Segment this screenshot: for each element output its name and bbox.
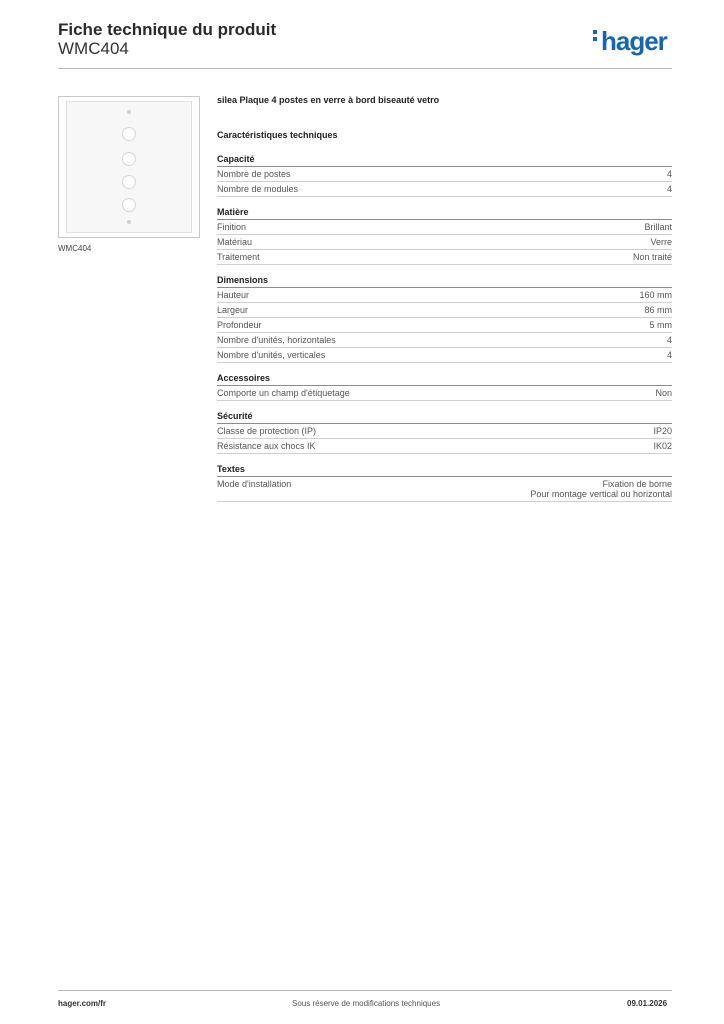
footer-date: 09.01.2026 (627, 999, 668, 1008)
spec-label: Nombre de modules (217, 184, 299, 194)
spec-label: Finition (217, 222, 247, 232)
spec-content (217, 95, 672, 502)
spec-value-text: IK02 (653, 441, 672, 451)
product-name: silea Plaque 4 postes en verre à bord biseauté vetro (217, 95, 440, 105)
spec-value-text: Pour montage vertical ou horizontal (530, 489, 672, 499)
spec-value (653, 441, 672, 451)
spec-row (217, 424, 672, 439)
switch-hole-icon (122, 152, 136, 166)
spec-section (217, 373, 672, 401)
hager-logo (593, 26, 667, 57)
spec-heading: Caractéristiques techniques (217, 130, 338, 140)
spec-label: Matériau (217, 237, 253, 247)
spec-row (217, 250, 672, 265)
spec-section (217, 207, 672, 265)
spec-value-text: 5 mm (649, 320, 672, 330)
spec-value (644, 222, 672, 232)
spec-section (217, 464, 672, 502)
spec-value-text: 86 mm (644, 305, 672, 315)
spec-label: Classe de protection (IP) (217, 426, 317, 436)
logo-dots-icon (593, 30, 598, 44)
header-divider (58, 68, 672, 69)
spec-label: Traitement (217, 252, 260, 262)
spec-value-text: Verre (650, 237, 672, 247)
product-image (58, 96, 200, 238)
spec-section (217, 411, 672, 454)
spec-value (667, 335, 672, 345)
footer-notice: Sous réserve de modifications techniques (292, 999, 441, 1008)
spec-value (655, 388, 672, 398)
spec-row (217, 167, 672, 182)
spec-value-text: Brillant (644, 222, 672, 232)
spec-section (217, 275, 672, 363)
spec-value (633, 252, 672, 262)
spec-row (217, 333, 672, 348)
spec-row (217, 220, 672, 235)
spec-value-text: Non traité (632, 252, 672, 262)
spec-value-text: 4 (666, 350, 672, 360)
section-title: Capacité (217, 154, 672, 167)
spec-row (217, 348, 672, 363)
section-title: Sécurité (217, 411, 672, 424)
spec-section (217, 154, 672, 197)
spec-label: Comporte un champ d'étiquetage (217, 388, 350, 398)
section-title: Accessoires (217, 373, 672, 386)
spec-label: Mode d'installation (217, 479, 292, 489)
spec-value-text: Non (655, 388, 672, 398)
spec-row (217, 303, 672, 318)
spec-value (650, 320, 673, 330)
spec-sections (217, 154, 672, 502)
spec-value-text: 4 (666, 335, 672, 345)
spec-value (667, 350, 672, 360)
spec-value (644, 305, 672, 315)
spec-row (217, 477, 672, 502)
spec-label: Hauteur (217, 290, 250, 300)
screw-icon (127, 220, 131, 224)
spec-label: Largeur (217, 305, 249, 315)
spec-row (217, 182, 672, 197)
plate-illustration (66, 101, 192, 233)
switch-hole-icon (122, 127, 136, 141)
spec-row (217, 439, 672, 454)
logo-text: hager (601, 26, 667, 56)
spec-value (667, 169, 672, 179)
section-title: Matière (217, 207, 672, 220)
spec-row (217, 386, 672, 401)
spec-value-text: 160 mm (639, 290, 672, 300)
spec-value (530, 479, 672, 499)
footer-divider (58, 990, 672, 991)
image-caption: WMC404 (58, 244, 92, 253)
page-title: Fiche technique du produit (58, 20, 277, 39)
spec-label: Résistance aux chocs IK (217, 441, 316, 451)
spec-row (217, 235, 672, 250)
spec-label: Nombre d'unités, verticales (217, 350, 326, 360)
switch-hole-icon (122, 175, 136, 189)
spec-row (217, 318, 672, 333)
spec-row (217, 288, 672, 303)
spec-value-text: Fixation de borne (602, 479, 672, 489)
spec-value-text: 4 (666, 184, 672, 194)
section-title: Dimensions (217, 275, 672, 288)
spec-value (653, 426, 672, 436)
spec-label: Nombre de postes (217, 169, 291, 179)
spec-value-text: 4 (666, 169, 672, 179)
switch-hole-icon (122, 198, 136, 212)
spec-value (650, 237, 672, 247)
footer-website: hager.com/fr (58, 999, 107, 1008)
spec-label: Profondeur (217, 320, 262, 330)
screw-icon (127, 110, 131, 114)
spec-value (667, 184, 672, 194)
section-title: Textes (217, 464, 672, 477)
product-reference: WMC404 (58, 39, 129, 58)
spec-label: Nombre d'unités, horizontales (217, 335, 336, 345)
spec-value-text: IP20 (653, 426, 672, 436)
spec-value (639, 290, 672, 300)
